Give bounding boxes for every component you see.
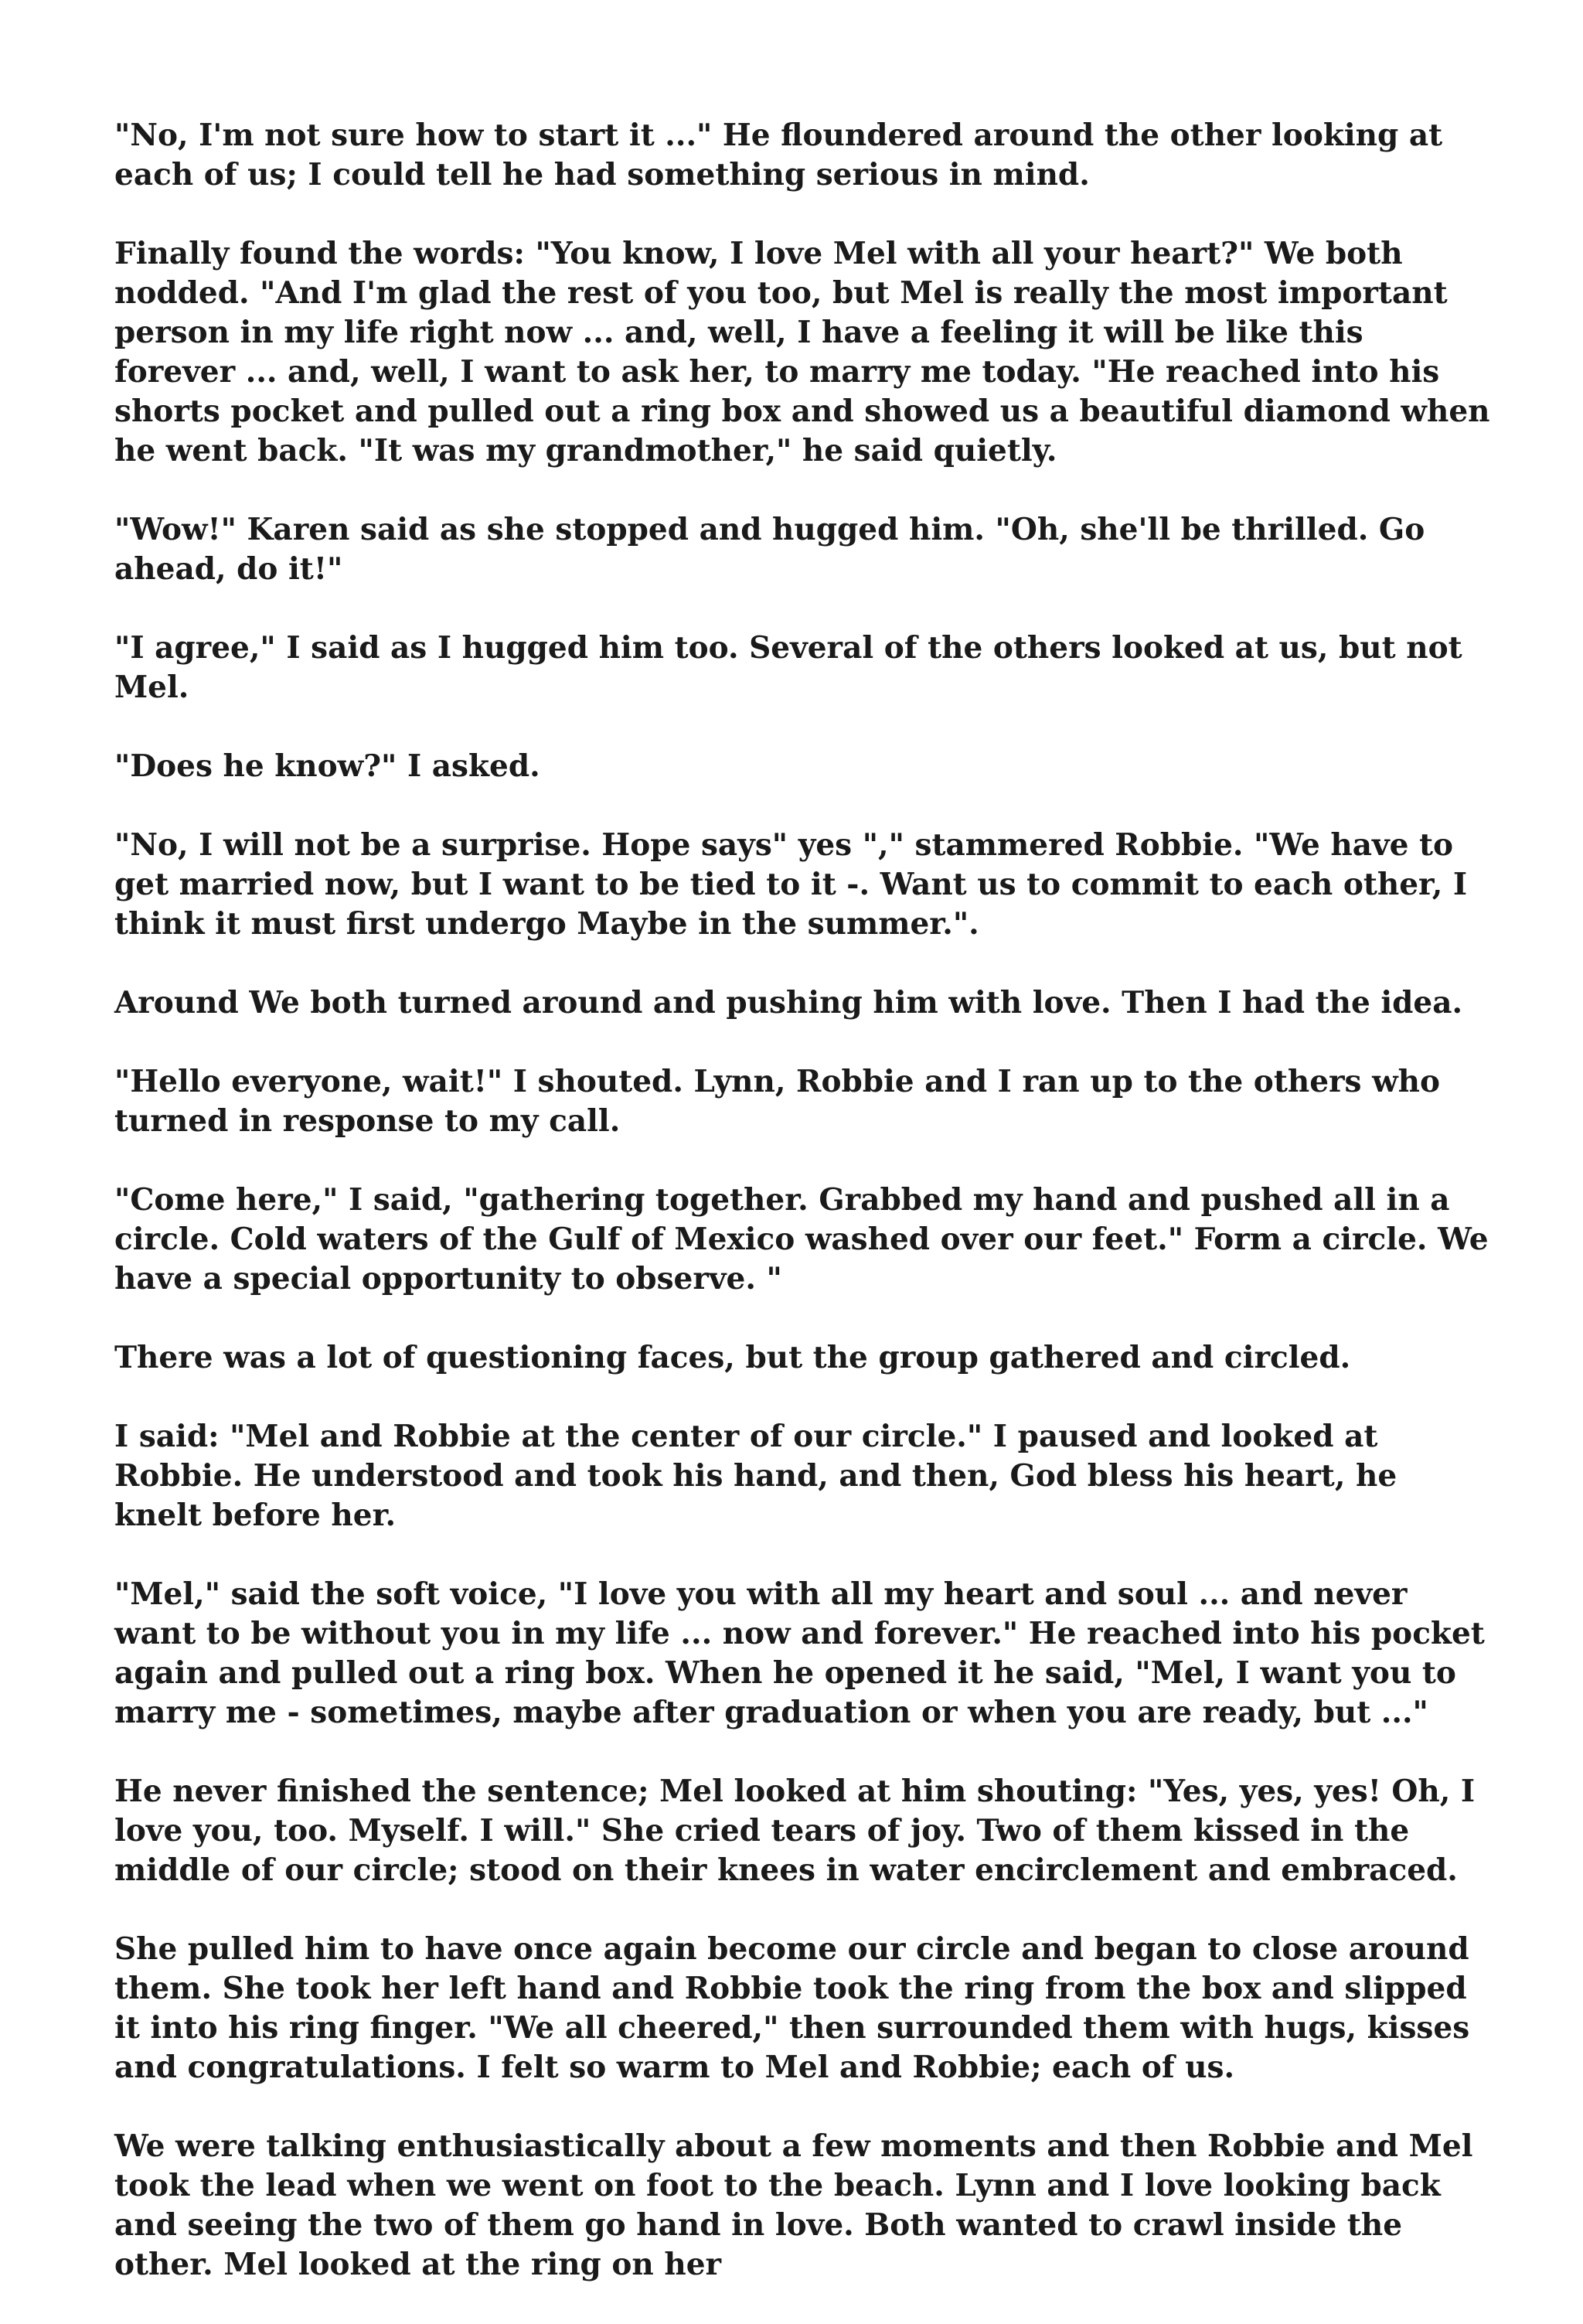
- paragraph-6: "No, I will not be a surprise. Hope says" yes "," stammered Robbie. "We have to get married now, but I want to be tied to it -. Want us to commit to each other, I think it must first undergo Maybe in the summer.".: [114, 827, 1468, 942]
- paragraph-15: We were talking enthusiastically about a few moments and then Robbie and Mel took the lead when we went on foot to the beach. Lynn and I love looking back and seeing the two of them go hand in love. Both wanted to crawl inside the other. Mel looked at the ring on her: [114, 2128, 1473, 2282]
- paragraph-4: "I agree," I said as I hugged him too. Several of the others looked at us, but not Mel.: [114, 630, 1462, 705]
- paragraph-5: "Does he know?" I asked.: [114, 748, 540, 784]
- paragraph-3: "Wow!" Karen said as she stopped and hugged him. "Oh, she'll be thrilled. Go ahead, do it!": [114, 512, 1425, 587]
- paragraph-8: "Hello everyone, wait!" I shouted. Lynn, Robbie and I ran up to the others who turned in response to my call.: [114, 1064, 1441, 1139]
- paragraph-13: He never finished the sentence; Mel looked at him shouting: "Yes, yes, yes! Oh, I love you, too. Myself. I will." She cried tears of joy. Two of them kissed in the middle of our circle; stood on their knees in water encirclement and embraced.: [114, 1774, 1476, 1888]
- paragraph-2: Finally found the words: "You know, I love Mel with all your heart?" We both nodded. "And I'm glad the rest of you too, but Mel is really the most important person in my life right now ... and, well, I have a feeling it will be like this forever ... and, well, I want to ask her, to marry me today. "He reached into his shorts pocket and pulled out a ring box and showed us a beautiful diamond when he went back. "It was my grandmother," he said quietly.: [114, 236, 1490, 469]
- paragraph-1: "No, I'm not sure how to start it ..." He floundered around the other looking at each of us; I could tell he had something serious in mind.: [114, 118, 1443, 193]
- paragraph-11: I said: "Mel and Robbie at the center of our circle." I paused and looked at Robbie. He understood and took his hand, and then, God bless his heart, he knelt before her.: [114, 1419, 1397, 1533]
- document-page: [114, 116, 1490, 2324]
- paragraph-9: "Come here," I said, "gathering together. Grabbed my hand and pushed all in a circle. Cold waters of the Gulf of Mexico washed over our feet." Form a circle. We have a special opportunity to observe. ": [114, 1182, 1489, 1297]
- paragraph-10: There was a lot of questioning faces, but the group gathered and circled.: [114, 1340, 1351, 1375]
- paragraph-12: "Mel," said the soft voice, "I love you with all my heart and soul ... and never want to be without you in my life ... now and forever." He reached into his pocket again and pulled out a ring box. When he opened it he said, "Mel, I want you to marry me - sometimes, maybe after graduation or when you are ready, but ...": [114, 1576, 1485, 1730]
- paragraph-14: She pulled him to have once again become our circle and began to close around them. She took her left hand and Robbie took the ring from the box and slipped it into his ring finger. "We all cheered," then surrounded them with hugs, kisses and congratulations. I felt so warm to Mel and Robbie; each of us.: [114, 1931, 1470, 2085]
- paragraph-7: Around We both turned around and pushing him with love. Then I had the idea.: [114, 985, 1463, 1021]
